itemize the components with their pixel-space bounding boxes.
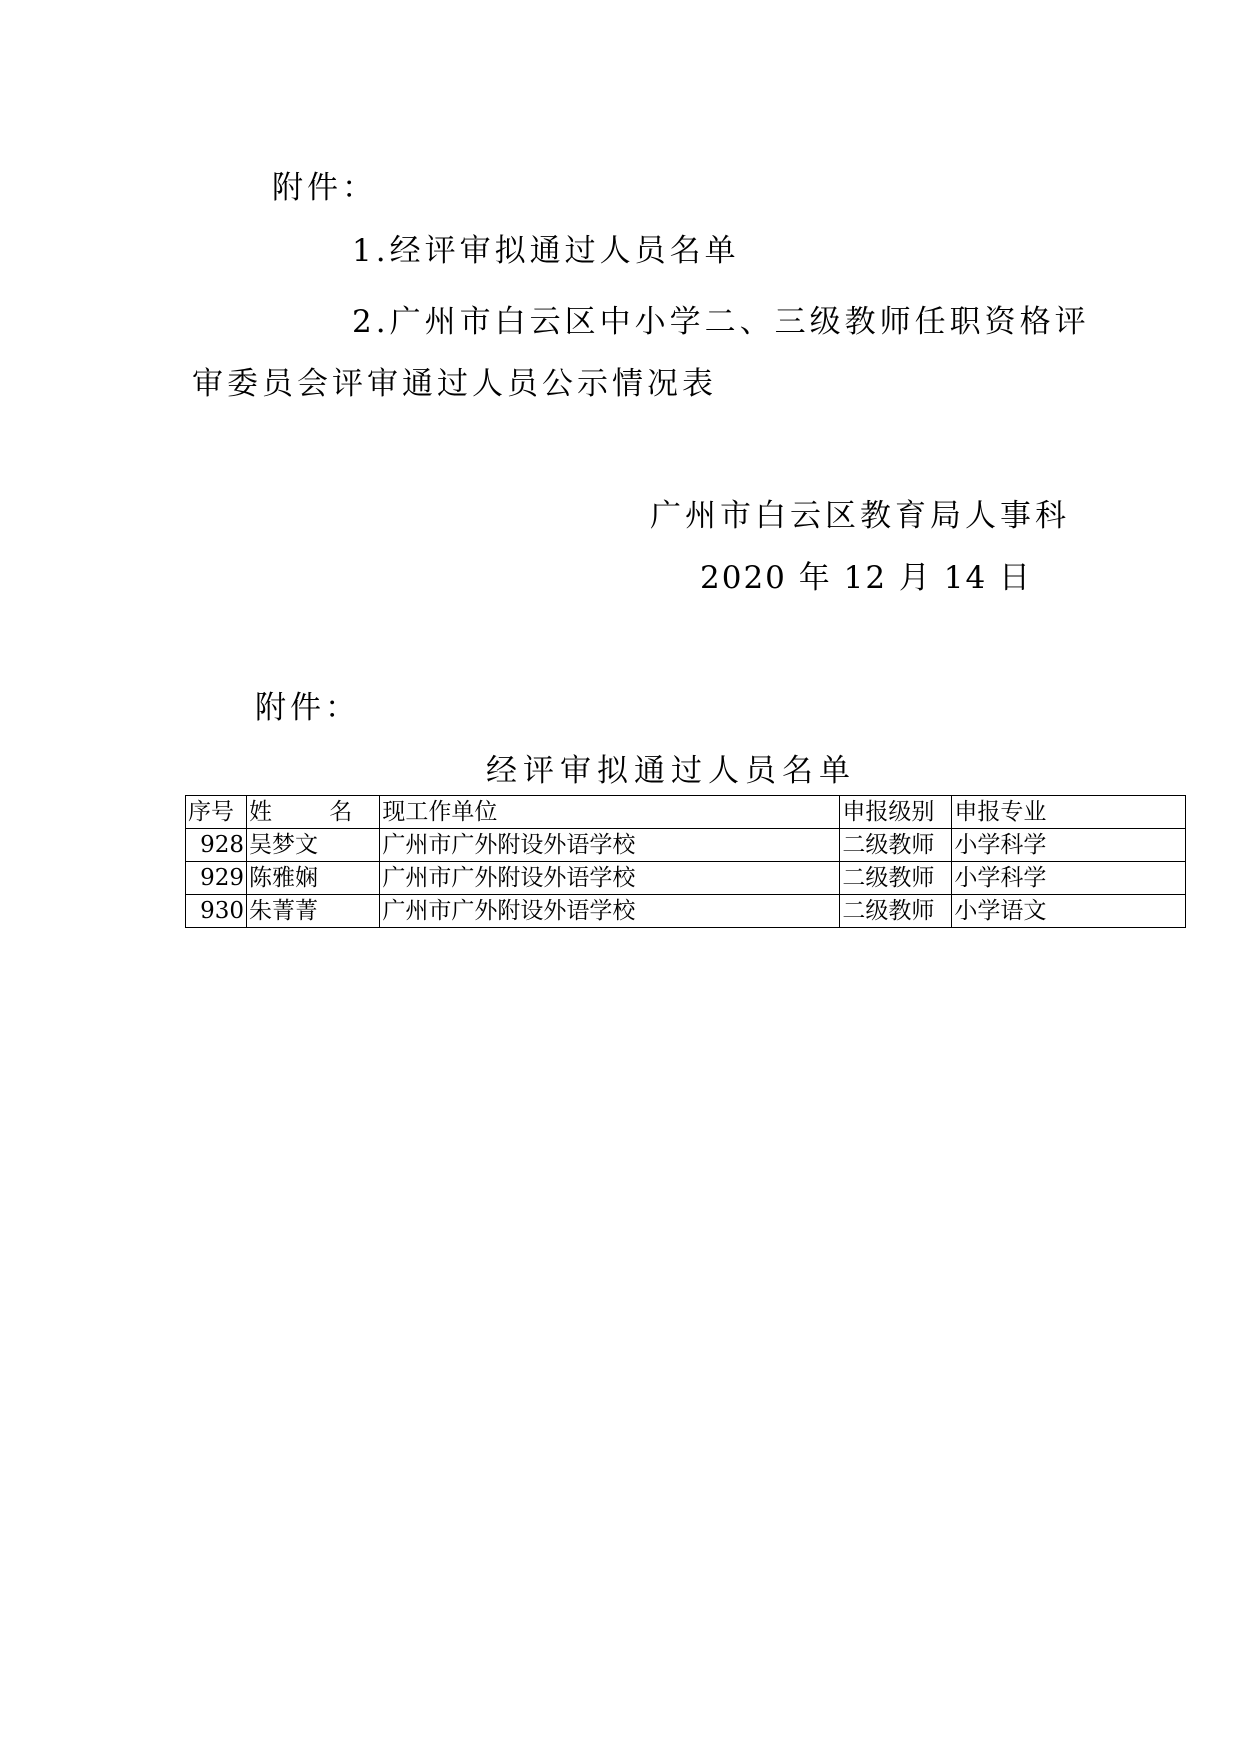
roster-table: [185, 795, 1186, 928]
cell-name: 陈雅娴: [247, 862, 380, 895]
cell-level: 二级教师: [840, 829, 952, 862]
table-title: 经评审拟通过人员名单: [486, 753, 856, 789]
table-row: [186, 895, 1186, 928]
cell-name: 吴梦文: [247, 829, 380, 862]
attachment-section-label: 附件：: [255, 690, 360, 726]
header-workplace: 现工作单位: [380, 796, 840, 829]
issue-date: 2020 年 12 月 14 日: [700, 560, 1033, 596]
header-name-text: 姓 名: [249, 799, 378, 825]
cell-workplace: 广州市广外附设外语学校: [380, 862, 840, 895]
table-row: [186, 829, 1186, 862]
header-level: 申报级别: [840, 796, 952, 829]
cell-level: 二级教师: [840, 862, 952, 895]
cell-workplace: 广州市广外附设外语学校: [380, 829, 840, 862]
cell-major: 小学科学: [952, 829, 1186, 862]
attachments-label: 附件：: [272, 170, 377, 206]
attachment-item-2-line-1: 2.广州市白云区中小学二、三级教师任职资格评: [352, 304, 1090, 340]
attachment-item-1: 1.经评审拟通过人员名单: [352, 233, 740, 269]
table-row: [186, 862, 1186, 895]
cell-name: 朱菁菁: [247, 895, 380, 928]
cell-level: 二级教师: [840, 895, 952, 928]
header-name: [247, 796, 380, 829]
cell-major: 小学科学: [952, 862, 1186, 895]
cell-number: 930: [186, 895, 247, 928]
cell-workplace: 广州市广外附设外语学校: [380, 895, 840, 928]
table-header-row: [186, 796, 1186, 829]
cell-number: 929: [186, 862, 247, 895]
cell-major: 小学语文: [952, 895, 1186, 928]
header-major: 申报专业: [952, 796, 1186, 829]
cell-number: 928: [186, 829, 247, 862]
attachment-item-2-line-2: 审委员会评审通过人员公示情况表: [192, 366, 717, 402]
header-number: 序号: [186, 796, 247, 829]
issuer: 广州市白云区教育局人事科: [650, 498, 1070, 534]
